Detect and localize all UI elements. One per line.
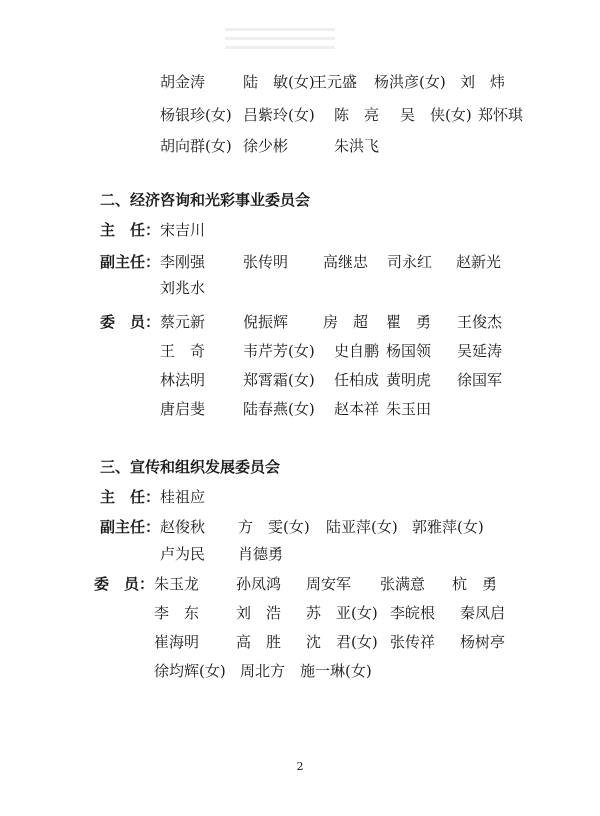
- section2-member-label: 委 员：: [100, 313, 161, 331]
- member-name: 杨洪彦(女): [374, 73, 446, 91]
- section2-heading: 二、经济咨询和光彩事业委员会: [100, 191, 311, 209]
- vice-director-name: 赵俊秋: [160, 518, 206, 536]
- vice-director-name: 司永红: [387, 253, 433, 271]
- member-name: 徐国军: [457, 371, 503, 389]
- section3-heading: 三、宣传和组织发展委员会: [100, 458, 281, 476]
- section2-vice-label: 副主任：: [100, 253, 161, 271]
- vice-director-name: 郭雅萍(女): [412, 518, 484, 536]
- director-name: 桂祖应: [160, 488, 206, 506]
- member-name: 王 奇: [160, 342, 206, 360]
- vice-director-name: 刘兆水: [160, 279, 206, 297]
- name-row: [160, 542, 600, 566]
- member-name: 杨国领: [386, 342, 432, 360]
- member-name: 刘 炜: [460, 73, 506, 91]
- member-name: 孙凤鸿: [236, 575, 282, 593]
- vice-director-name: 赵新光: [456, 253, 502, 271]
- member-name: 胡向群(女): [160, 137, 232, 155]
- vice-director-name: 李刚强: [160, 253, 206, 271]
- vice-director-name: 卢为民: [160, 545, 206, 563]
- section3-member-label: 委 员：: [94, 575, 155, 593]
- name-row: [154, 659, 600, 683]
- member-name: 蔡元新: [160, 313, 206, 331]
- member-name: 徐均辉(女): [154, 662, 226, 680]
- member-name: 施一琳(女): [300, 662, 372, 680]
- member-name: 郑怀琪: [478, 106, 524, 124]
- member-name: 吕紫玲(女): [243, 106, 315, 124]
- member-name: 高 胜: [236, 633, 282, 651]
- member-name: 杨银珍(女): [160, 106, 232, 124]
- member-name: 王俊杰: [457, 313, 503, 331]
- name-row: [160, 310, 600, 334]
- name-row: [160, 70, 600, 94]
- section3-director: [160, 485, 460, 509]
- name-row: [160, 515, 600, 539]
- member-name: 赵本祥: [334, 400, 380, 418]
- member-name: 李 东: [154, 604, 200, 622]
- name-row: [160, 103, 600, 127]
- member-name: 张满意: [380, 575, 426, 593]
- vice-director-name: 张传明: [243, 253, 289, 271]
- name-row: [160, 276, 600, 300]
- member-name: 朱洪飞: [334, 137, 380, 155]
- member-name: 李皖根: [390, 604, 436, 622]
- member-name: 倪振辉: [243, 313, 289, 331]
- faint-header-marks: [225, 22, 335, 54]
- member-name: 崔海明: [154, 633, 200, 651]
- member-name: 杨树亭: [460, 633, 506, 651]
- member-name: 苏 亚(女): [306, 604, 378, 622]
- member-name: 吴 侠(女): [400, 106, 472, 124]
- member-name: 刘 浩: [236, 604, 282, 622]
- member-name: 吴延涛: [457, 342, 503, 360]
- member-name: 任柏成: [334, 371, 380, 389]
- member-name: 张传祥: [390, 633, 436, 651]
- member-name: 胡金涛: [160, 73, 206, 91]
- member-name: 林法明: [160, 371, 206, 389]
- name-row: [160, 134, 600, 158]
- member-name: 房 超: [323, 313, 369, 331]
- member-name: 陆春燕(女): [243, 400, 315, 418]
- name-row: [160, 250, 600, 274]
- vice-director-name: 方 雯(女): [238, 518, 310, 536]
- name-row: [154, 630, 600, 654]
- member-name: 周北方: [240, 662, 286, 680]
- name-row: [160, 368, 600, 392]
- section3-director-label: 主 任：: [100, 488, 161, 506]
- member-name: 王元盛: [312, 73, 358, 91]
- member-name: 黄明虎: [386, 371, 432, 389]
- section2-director: [160, 218, 460, 242]
- member-name: 朱玉田: [386, 400, 432, 418]
- member-name: 杭 勇: [452, 575, 498, 593]
- member-name: 瞿 勇: [386, 313, 432, 331]
- member-name: 郑霄霜(女): [243, 371, 315, 389]
- vice-director-name: 肖德勇: [238, 545, 284, 563]
- member-name: 史自鹏: [334, 342, 380, 360]
- section2-director-label: 主 任：: [100, 221, 161, 239]
- member-name: 陆 敏(女): [243, 73, 315, 91]
- director-name: 宋吉川: [160, 221, 206, 239]
- section3-vice-label: 副主任：: [100, 518, 161, 536]
- member-name: 韦芹芳(女): [243, 342, 315, 360]
- name-row: [154, 601, 600, 625]
- member-name: 唐启斐: [160, 400, 206, 418]
- page-number: 2: [296, 760, 304, 773]
- vice-director-name: 高继忠: [323, 253, 369, 271]
- member-name: 秦凤启: [460, 604, 506, 622]
- member-name: 陈 亮: [334, 106, 380, 124]
- vice-director-name: 陆亚萍(女): [326, 518, 398, 536]
- member-name: 周安军: [306, 575, 352, 593]
- member-name: 沈 君(女): [306, 633, 378, 651]
- name-row: [160, 339, 600, 363]
- member-name: 朱玉龙: [154, 575, 200, 593]
- member-name: 徐少彬: [243, 137, 289, 155]
- name-row: [160, 397, 600, 421]
- name-row: [154, 572, 600, 596]
